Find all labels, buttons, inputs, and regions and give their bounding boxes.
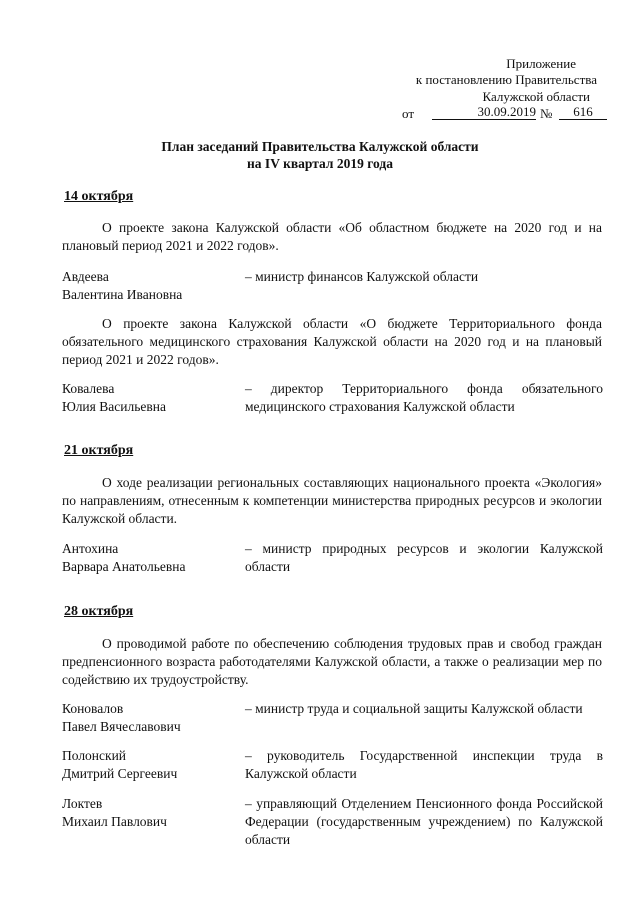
decree-number: 616	[559, 104, 607, 120]
speaker-surname: Коновалов	[62, 701, 124, 716]
speaker-name	[62, 747, 177, 783]
meeting-date-21-oct: 21 октября	[64, 443, 134, 458]
agenda-topic: О проекте закона Калужской области «О бюджете Территориального фонда обязательного медицинского страхования Калужской области на 2020 год и на плановый период 2021 и 2022 годов».	[62, 316, 602, 367]
speaker-surname: Ковалева	[62, 381, 115, 396]
decree-date: 30.09.2019	[432, 104, 536, 120]
speaker-name	[62, 540, 185, 576]
speaker-name	[62, 700, 181, 736]
appendix-label: Приложение	[506, 56, 576, 71]
speaker-given-name: Варвара Анатольевна	[62, 559, 186, 574]
speaker-name	[62, 795, 167, 831]
speaker-role: – министр финансов Калужской области	[245, 269, 479, 284]
speaker-surname: Полонский	[62, 748, 127, 763]
decree-from-label: от	[402, 106, 415, 121]
document-title: План заседаний Правительства Калужской области	[161, 139, 479, 154]
speaker-surname: Антохина	[62, 541, 119, 556]
speaker-role: – управляющий Отделением Пенсионного фонда Российской Федерации (государственным учреждением) по Калужской области	[245, 796, 603, 847]
decree-number-sign: №	[540, 106, 553, 121]
speaker-name	[62, 268, 182, 304]
agenda-topic: О проекте закона Калужской области «Об областном бюджете на 2020 год и на плановый период 2021 и 2022 годов».	[62, 220, 602, 253]
speaker-role: – руководитель Государственной инспекции труда в Калужской области	[245, 748, 603, 781]
decree-reference	[402, 106, 612, 122]
speaker-role: – министр труда и социальной защиты Калужской области	[245, 701, 583, 716]
speaker-given-name: Валентина Ивановна	[62, 287, 183, 302]
speaker-given-name: Дмитрий Сергеевич	[62, 766, 178, 781]
speaker-role: – министр природных ресурсов и экологии Калужской области	[245, 541, 603, 574]
agenda-topic: О ходе реализации региональных составляющих национального проекта «Экология» по направлениям, отнесенным к компетенции министерства природных ресурсов и экологии Калужской области.	[62, 475, 602, 526]
speaker-name	[62, 380, 166, 416]
speaker-role: – директор Территориального фонда обязательного медицинского страхования Калужской области	[245, 381, 603, 414]
meeting-date-28-oct: 28 октября	[64, 604, 134, 619]
agenda-topic: О проводимой работе по обеспечению соблюдения трудовых прав и свобод граждан предпенсионного возраста работодателями Калужской области, а также о реализации мер по содействию их трудоустройству.	[62, 636, 602, 687]
appendix-region: Калужской области	[482, 89, 590, 104]
speaker-surname: Локтев	[62, 796, 103, 811]
speaker-given-name: Михаил Павлович	[62, 814, 167, 829]
appendix-decree-text: к постановлению Правительства	[415, 72, 597, 87]
meeting-date-14-oct: 14 октября	[64, 189, 134, 204]
speaker-given-name: Павел Вячеславович	[62, 719, 181, 734]
document-subtitle: на IV квартал 2019 года	[247, 156, 393, 171]
speaker-surname: Авдеева	[62, 269, 109, 284]
speaker-given-name: Юлия Васильевна	[62, 399, 166, 414]
